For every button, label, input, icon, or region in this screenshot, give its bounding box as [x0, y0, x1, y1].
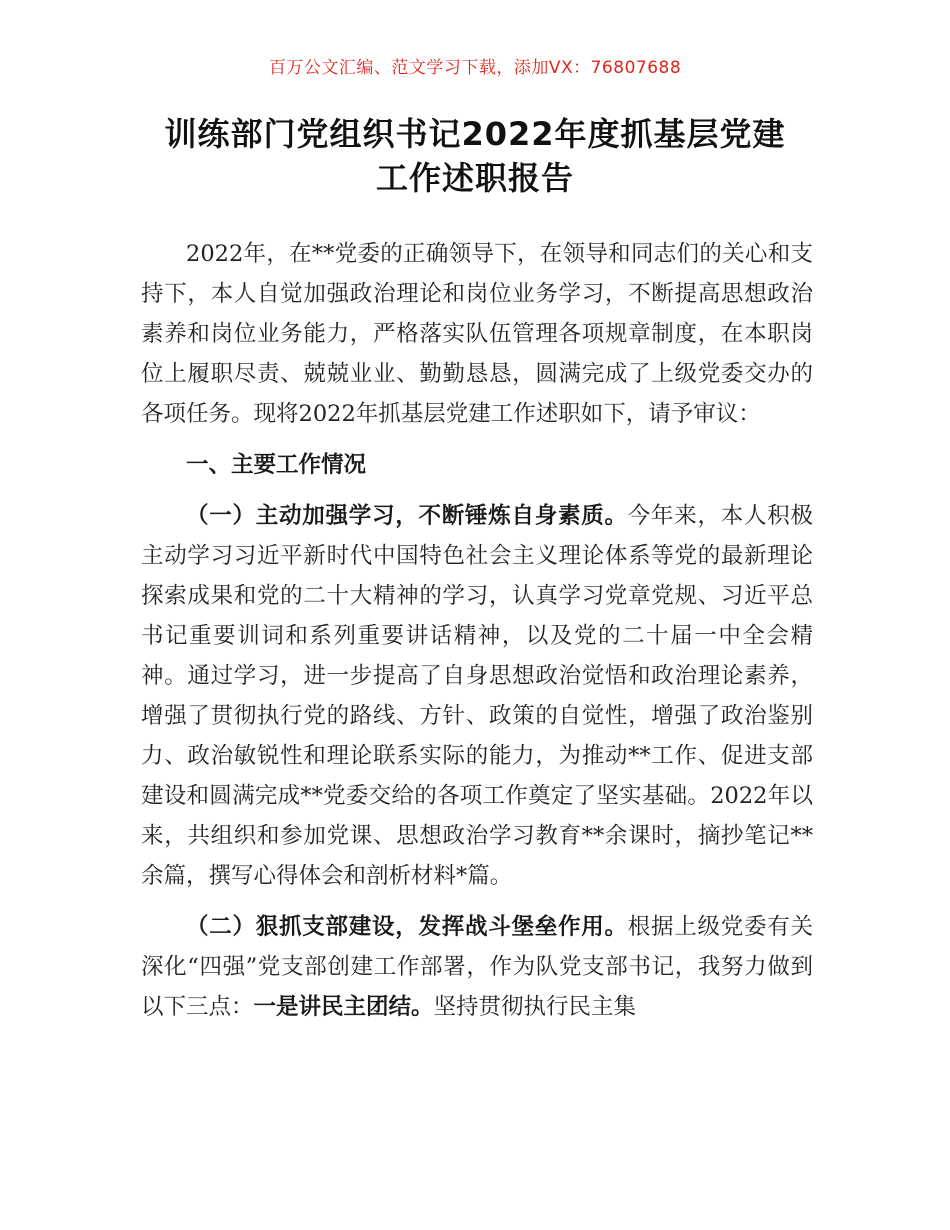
subsection-body-2: 根据上级党委有关深化“四强”党支部创建工作部署，作为队党支部书记，我努力做到以下三点： [141, 914, 813, 1020]
subsection-body-1: 今年来，本人积极主动学习习近平新时代中国特色社会主义理论体系等党的最新理论探索成果和党的二十大精神的学习，认真学习党章党规、习近平总书记重要训词和系列重要讲话精神，以及党的二十届一中全会精神。通过学习，进一步提高了自身思想政治觉悟和政治理论素养，增强了贯彻执行党的路线、方针、政策的自觉性，增强了政治鉴别力、政治敏锐性和理论联系实际的能力，为推动**工作、促进支部建设和圆满完成**党委交给的各项工作奠定了坚实基础。2022年以来，共组织和参加党课、思想政治学习教育**余课时，摘抄笔记**余篇，撰写心得体会和剖析材料*篇。 [141, 503, 813, 889]
point-title-1: 一是讲民主团结。 [253, 994, 434, 1020]
subsection-paragraph-1 [141, 496, 813, 896]
intro-paragraph: 2022年，在**党委的正确领导下，在领导和同志们的关心和支持下，本人自觉加强政治理论和岗位业务学习，不断提高思想政治素养和岗位业务能力，严格落实队伍管理各项规章制度，在本职岗位上履职尽责、兢兢业业、勤勤恳恳，圆满完成了上级党委交办的各项任务。现将2022年抓基层党建工作述职如下，请予审议： [141, 241, 813, 427]
subsection-paragraph-2 [141, 907, 813, 1027]
document-body [141, 234, 813, 1038]
title-line-2: 工作述职报告 [375, 159, 574, 197]
subsection-title-1: （一）主动加强学习，不断锤炼自身素质。 [186, 503, 628, 529]
title-line-1: 训练部门党组织书记2022年度抓基层党建 [164, 115, 786, 153]
point-body-1: 坚持贯彻执行民主集 [433, 994, 637, 1020]
subsection-title-2: （二）狠抓支部建设，发挥战斗堡垒作用。 [186, 914, 628, 940]
document-title [100, 112, 850, 200]
watermark-banner: 百万公文汇编、范文学习下载，添加VX：76807688 [268, 58, 682, 78]
section-heading-1: 一、主要工作情况 [186, 452, 367, 478]
